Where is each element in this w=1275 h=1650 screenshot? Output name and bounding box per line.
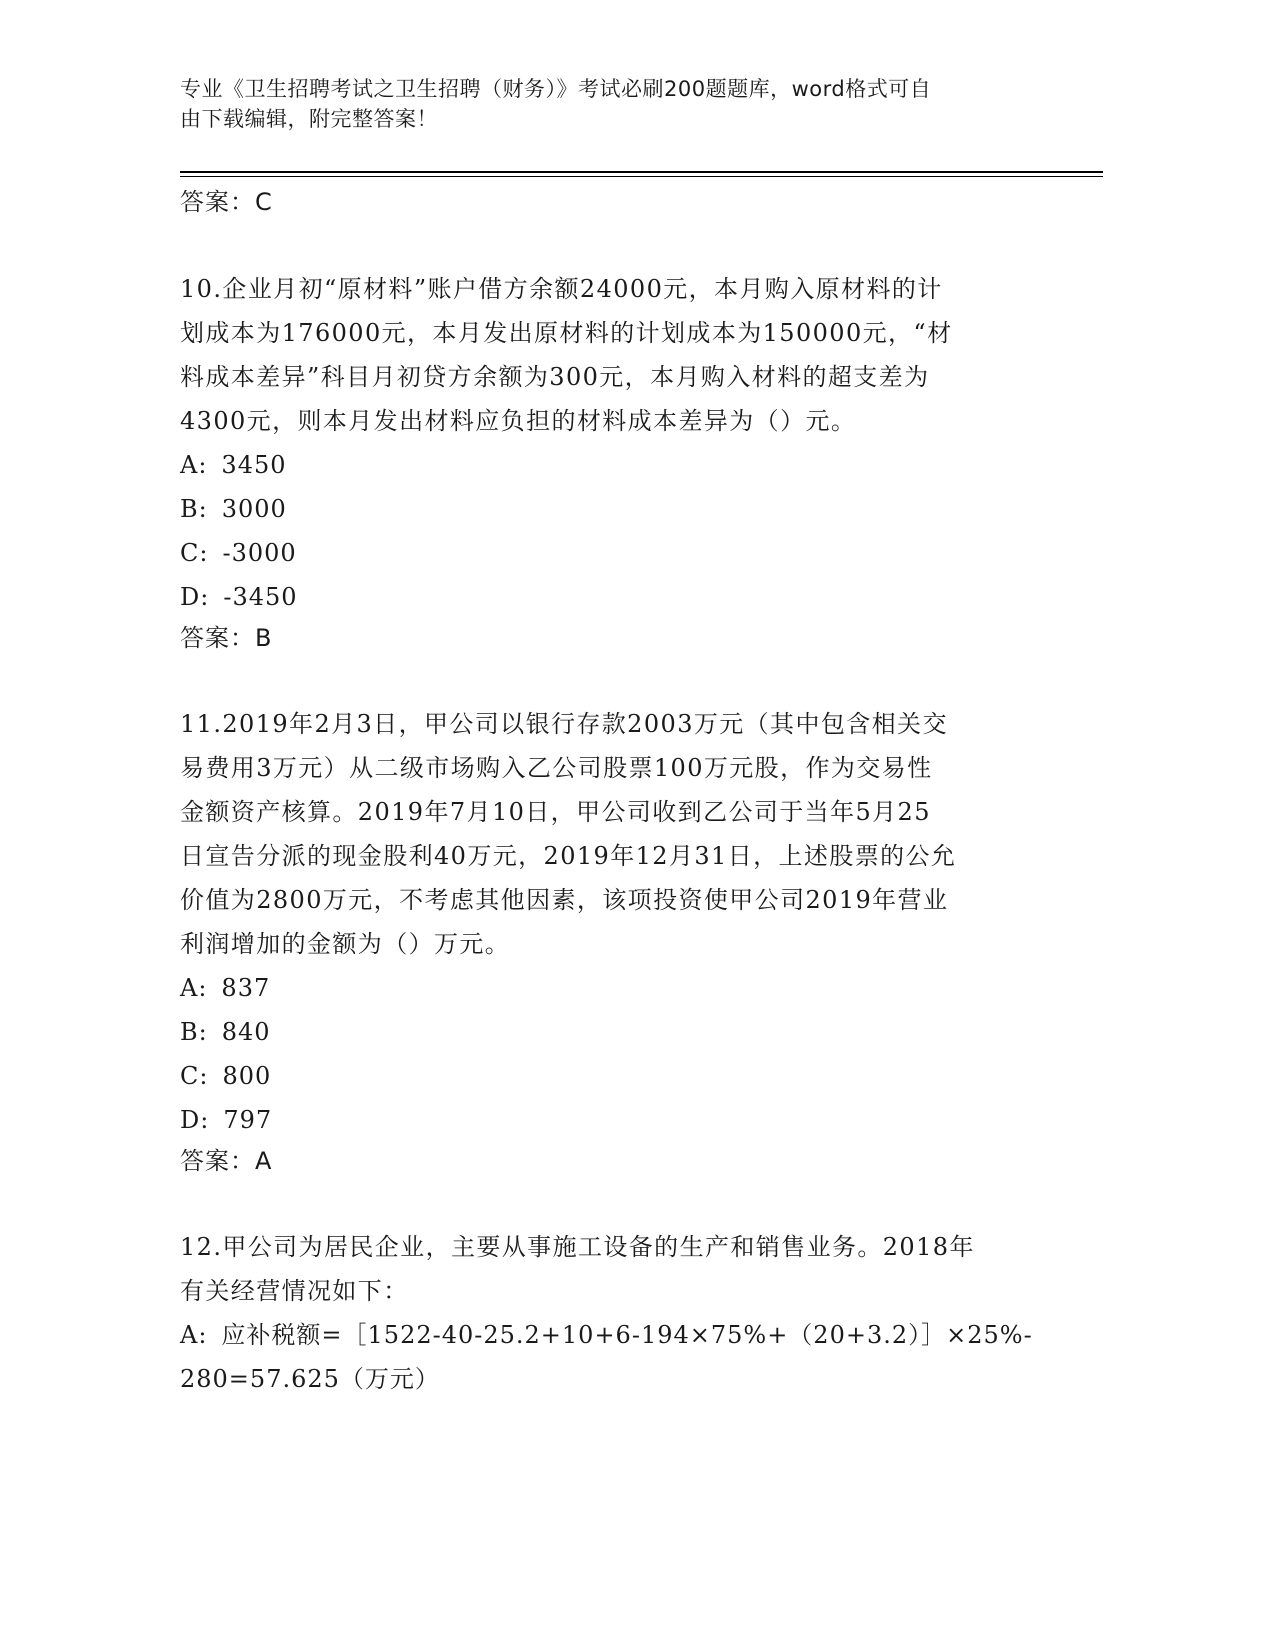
question-11 xyxy=(180,702,1040,1142)
option-value: -3450 xyxy=(223,583,298,611)
question-line: 11.2019年2月3日，甲公司以银行存款2003万元（其中包含相关交 xyxy=(180,710,948,738)
question-12 xyxy=(180,1225,1040,1401)
option-label: B: xyxy=(180,1018,208,1046)
option-b xyxy=(180,487,1040,531)
option-a xyxy=(180,1313,1040,1357)
option-label: C: xyxy=(180,1062,209,1090)
document-header xyxy=(180,74,1040,134)
question-line: 料成本差异”科目月初贷方余额为300元，本月购入材料的超支差为 xyxy=(180,363,930,391)
option-label: A: xyxy=(180,974,208,1002)
option-label: B: xyxy=(180,495,208,523)
header-divider-thin xyxy=(180,176,1103,177)
answer-10: 答案：B xyxy=(180,624,273,652)
option-value: 3000 xyxy=(221,495,287,523)
question-line: 易费用3万元）从二级市场购入乙公司股票100万元股，作为交易性 xyxy=(180,754,933,782)
header-line-1: 专业《卫生招聘考试之卫生招聘（财务）》考试必刷200题题库，word格式可自 xyxy=(180,77,932,101)
option-value: 800 xyxy=(222,1062,272,1090)
question-line: 12.甲公司为居民企业，主要从事施工设备的生产和销售业务。2018年 xyxy=(180,1233,975,1261)
question-line: 10.企业月初“原材料”账户借方余额24000元，本月购入原材料的计 xyxy=(180,275,943,303)
option-value: -3000 xyxy=(222,539,297,567)
option-value: 837 xyxy=(221,974,271,1002)
option-continuation: 280=57.625（万元） xyxy=(180,1365,440,1393)
answer-previous: 答案：C xyxy=(180,188,273,216)
option-label: D: xyxy=(180,1106,210,1134)
option-b xyxy=(180,1010,1040,1054)
question-line: 利润增加的金额为（）万元。 xyxy=(180,930,511,958)
question-10 xyxy=(180,267,1040,619)
option-value: 3450 xyxy=(221,451,287,479)
option-d xyxy=(180,1098,1040,1142)
question-line: 4300元，则本月发出材料应负担的材料成本差异为（）元。 xyxy=(180,407,857,435)
option-d xyxy=(180,575,1040,619)
option-label: C: xyxy=(180,539,209,567)
question-line: 金额资产核算。2019年7月10日，甲公司收到乙公司于当年5月25 xyxy=(180,798,931,826)
option-a xyxy=(180,966,1040,1010)
option-value: 840 xyxy=(221,1018,271,1046)
header-divider-thick xyxy=(180,171,1103,173)
option-value: 797 xyxy=(223,1106,273,1134)
option-c xyxy=(180,1054,1040,1098)
answer-11: 答案：A xyxy=(180,1147,273,1175)
option-c xyxy=(180,531,1040,575)
question-line: 价值为2800万元，不考虑其他因素，该项投资使甲公司2019年营业 xyxy=(180,886,949,914)
header-line-2: 由下载编辑，附完整答案！ xyxy=(180,107,438,131)
question-line: 划成本为176000元，本月发出原材料的计划成本为150000元，“材 xyxy=(180,319,953,347)
option-label: D: xyxy=(180,583,210,611)
option-label: A: xyxy=(180,451,208,479)
question-line: 有关经营情况如下： xyxy=(180,1277,409,1305)
option-value: 应补税额=［1522-40-25.2+10+6-194×75%+（20+3.2）］×25%- xyxy=(221,1321,1033,1349)
option-label: A: xyxy=(180,1321,208,1349)
option-a xyxy=(180,443,1040,487)
question-line: 日宣告分派的现金股利40万元，2019年12月31日，上述股票的公允 xyxy=(180,842,957,870)
